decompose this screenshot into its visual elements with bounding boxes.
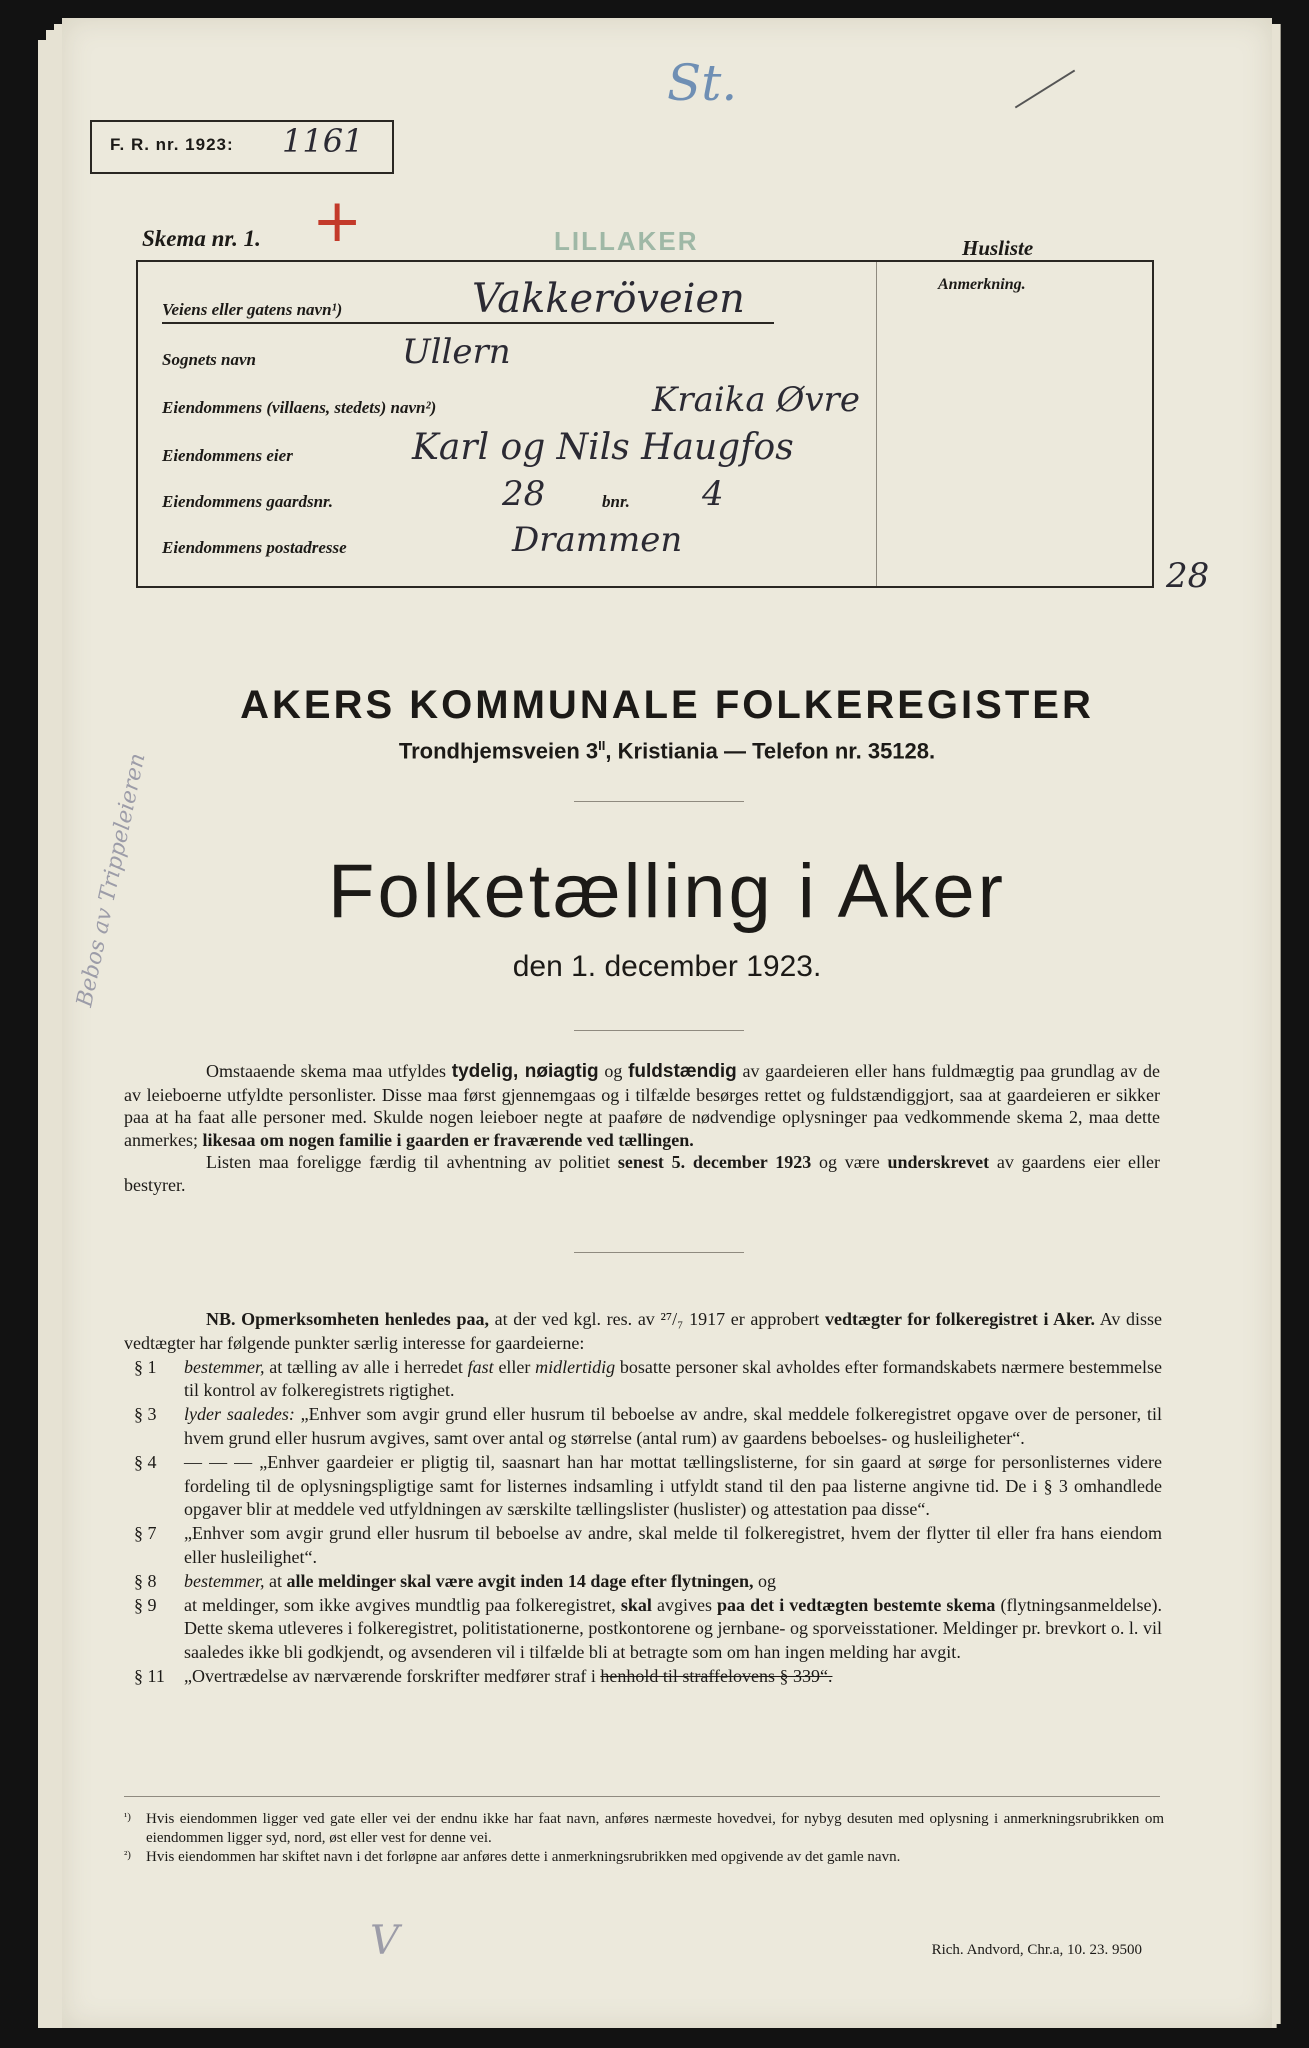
form-label: Eiendommens eier <box>162 446 293 465</box>
section-8: § 8 bestemmer, at alle meldinger skal være avgit inden 14 dage efter flytningen, og <box>134 1570 776 1591</box>
fr-label: F. R. nr. 1923: <box>110 135 234 154</box>
pen-stroke <box>1015 70 1075 109</box>
section-4: § 4 — — — „Enhver gaardeier er pligtig til, saasnart han har mottat tællingslisterne, for sin gaard at sørge for personlisternes videre fordeling til de oplysningspligtige samt for listernes indsamling i utfyldt stand til den paa listerne angivne tid. De i § 3 omhandlede opgaver blir at meddele ved utfyldningen av særskilte tællingslister (huslister) og attestation paa disse“. <box>134 1451 1162 1520</box>
intro-paragraph-1: Omstaaende skema maa utfyldes tydelig, nøiagtig og fuldstændig av gaardeieren eller hans fuldmægtig paa grundlag av de av leieboerne utfyldte personlister. Disse maa først gjennemgaas og i tilfælde besørges rettet og fuldstændiggjort, saa at gaardeieren er sikker paa at ha faat alle personer med. Skulde nogen leieboer negte at paaføre de nødvendige oplysninger paa vedkommende skema 2, maa dette anmerkes; likesaa om nogen familie i gaarden er fraværende ved tællingen. <box>124 1061 1160 1150</box>
fr-number: 1161 <box>282 122 364 160</box>
bnr-value: 4 <box>702 474 724 514</box>
org-address <box>62 738 1272 764</box>
form-row-street <box>162 276 1142 324</box>
pencil-mark: V <box>370 1918 399 1964</box>
form-label: Eiendommens postadresse <box>162 538 347 557</box>
stamp-lillaker: LILLAKER <box>554 226 699 256</box>
skema-label: Skema nr. 1. <box>142 226 261 251</box>
section-11: § 11 „Overtrædelse av nærværende forskrifter medfører straf i henhold til straffelovens § 339“. <box>134 1665 833 1686</box>
property-form <box>136 260 1154 588</box>
footnotes <box>124 1810 1164 1867</box>
org-title: AKERS KOMMUNALE FOLKEREGISTER <box>240 683 1094 727</box>
form-row-owner <box>162 427 1142 470</box>
section-1: § 1 bestemmer, at tælling av alle i herredet fast eller midlertidig bosatte personer skal avholdes efter formandskabets nærmere bestemmelse til kontrol av folkeregistrets rigtighet. <box>134 1356 1162 1401</box>
intro-paragraph-2: Listen maa foreligge færdig til avhentning av politiet senest 5. december 1923 og være underskrevet av gaardens eier eller bestyrer. <box>124 1152 1160 1195</box>
document-page <box>62 18 1272 2028</box>
divider <box>574 1030 744 1031</box>
section-9: § 9 at meldinger, som ikke avgives mundtlig paa folkeregistret, skal avgives paa det i vedtægten bestemte skema (flytningsanmeldelse). Dette skema utleveres i folkeregistret, politistationerne, postkontorene og jernbane- og sporveisstationer. Meldinger pr. brevkort o. l. vil saaledes ikke bli godkjendt, og avsenderen vil i tilfælde bli at betragte som om han ingen melding har avgit. <box>134 1594 1162 1663</box>
footnote-1: ¹) Hvis eiendommen ligger ved gate eller vei der endnu ikke har faat navn, anføres nærmeste hovedvei, for nybyg desuten med oplysning i anmerkningsrubrikken om eiendommen ligger syd, nord, øst eller vest for denne vei. <box>124 1811 1164 1846</box>
margin-note: 28 <box>1166 556 1210 596</box>
form-value: Ullern <box>402 332 511 372</box>
nb-section <box>124 1308 1162 1689</box>
main-title: Folketælling i Aker <box>328 849 1006 934</box>
divider <box>574 801 744 802</box>
form-value: Karl og Nils Haugfos <box>412 427 794 468</box>
footnote-2: ²) Hvis eiendommen har skiftet navn i det forløpne aar anføres dette i anmerkningsrubrikken med opgivende av det gamle navn. <box>124 1849 901 1865</box>
bnr-label: bnr. <box>602 492 630 511</box>
printer-imprint: Rich. Andvord, Chr.a, 10. 23. 9500 <box>931 1942 1142 1958</box>
divider <box>124 1796 1160 1797</box>
form-row-postal <box>162 522 1142 562</box>
form-row-parish <box>162 334 1142 374</box>
fr-number-box <box>90 120 394 174</box>
form-value: Vakkeröveien <box>472 276 745 322</box>
nb-lead: NB. Opmerksomheten henledes paa, at der ved kgl. res. av ²⁷/₇ 1917 er approbert vedtægter for folkeregistret i Aker. Av disse vedtægter har følgende punkter særlig interesse for gaardeierne: <box>124 1309 1163 1353</box>
red-check-mark: + <box>312 186 363 256</box>
left-margin-note: Bebos av Trippeleieren <box>72 751 151 1010</box>
stamp-top: St. <box>667 54 738 112</box>
form-row-gaardsnr <box>162 476 1142 516</box>
anmerkning-label: Anmerkning. <box>938 276 1026 293</box>
section-7: § 7 „Enhver som avgir grund eller husrum til beboelse av andre, skal melde til folkeregistret, hvem der flytter til eller fra hans eiendom eller husleilighet“. <box>134 1523 1162 1567</box>
form-value: Drammen <box>512 520 683 560</box>
form-label: Veiens eller gatens navn¹) <box>162 300 343 319</box>
divider <box>574 1252 744 1253</box>
section-3: § 3 lyder saaledes: „Enhver som avgir grund eller husrum til beboelse av andre, skal meddele folkeregistret opgave over de personer, til hvem grund eller husrum avgives, samt over antal og størrelse (antal rum) av gaardens beboelses- og husleiligheter“. <box>134 1404 1162 1448</box>
address-pre: Trondhjemsveien 3 <box>398 738 599 764</box>
address-post: , Kristiania — Telefon nr. 35128. <box>605 738 936 764</box>
husliste-label: Husliste <box>962 236 1034 260</box>
intro-text <box>124 1060 1160 1196</box>
form-label: Eiendommens gaardsnr. <box>162 492 333 511</box>
form-row-property-name <box>162 382 1142 422</box>
form-value: Kraika Øvre <box>652 380 860 420</box>
form-value: 28 <box>502 474 546 514</box>
form-label: Sognets navn <box>162 350 256 369</box>
address-sup: II <box>598 738 606 753</box>
form-label: Eiendommens (villaens, stedets) navn²) <box>162 398 437 417</box>
underline <box>162 322 774 324</box>
census-date: den 1. december 1923. <box>512 950 822 983</box>
